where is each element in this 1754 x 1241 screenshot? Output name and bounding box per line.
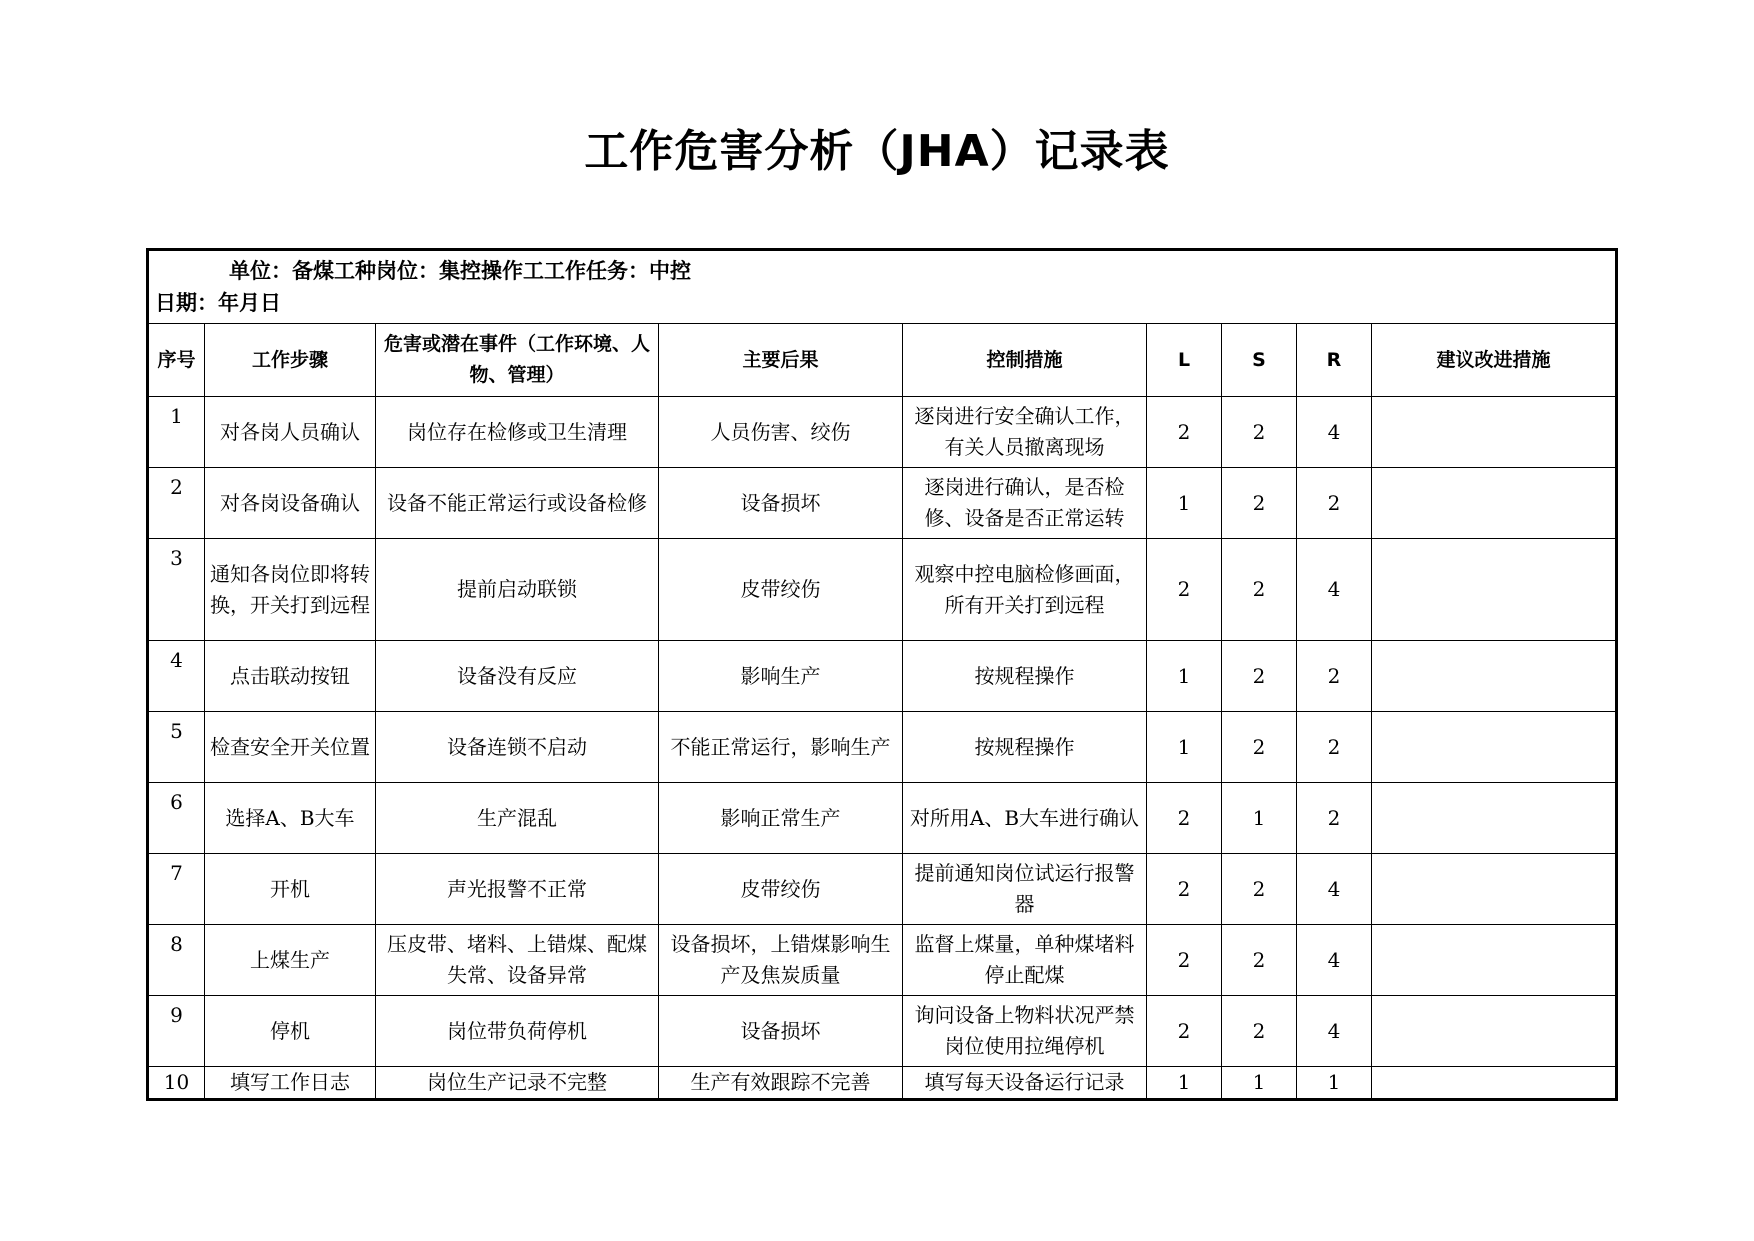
cell-step: 选择A、B大车 <box>205 783 376 854</box>
cell-control: 对所用A、B大车进行确认 <box>903 783 1147 854</box>
col-header-control: 控制措施 <box>903 324 1147 397</box>
cell-hazard: 岗位存在检修或卫生清理 <box>376 397 659 468</box>
table-row <box>148 641 1617 712</box>
cell-l: 1 <box>1147 1067 1222 1100</box>
column-header-row <box>148 324 1617 397</box>
cell-r: 4 <box>1297 996 1372 1067</box>
cell-control: 询问设备上物料状况严禁岗位使用拉绳停机 <box>903 996 1147 1067</box>
cell-control: 按规程操作 <box>903 712 1147 783</box>
cell-improvement <box>1372 641 1617 712</box>
col-header-seq: 序号 <box>148 324 205 397</box>
cell-seq: 9 <box>148 996 205 1067</box>
cell-seq: 5 <box>148 712 205 783</box>
cell-hazard: 提前启动联锁 <box>376 539 659 641</box>
cell-improvement <box>1372 996 1617 1067</box>
cell-hazard: 设备不能正常运行或设备检修 <box>376 468 659 539</box>
header-info-cell <box>148 250 1617 324</box>
cell-seq: 6 <box>148 783 205 854</box>
cell-hazard: 设备连锁不启动 <box>376 712 659 783</box>
cell-l: 2 <box>1147 783 1222 854</box>
cell-control: 填写每天设备运行记录 <box>903 1067 1147 1100</box>
table-row <box>148 783 1617 854</box>
col-header-s: S <box>1222 324 1297 397</box>
cell-consequence: 人员伤害、绞伤 <box>659 397 903 468</box>
cell-improvement <box>1372 539 1617 641</box>
cell-consequence: 设备损坏 <box>659 468 903 539</box>
unit-position-task-line: 单位：备煤工种岗位：集控操作工工作任务：中控 <box>229 259 691 283</box>
date-line: 日期：年月日 <box>155 291 281 315</box>
cell-consequence: 不能正常运行，影响生产 <box>659 712 903 783</box>
cell-seq: 3 <box>148 539 205 641</box>
cell-control: 监督上煤量，单种煤堵料停止配煤 <box>903 925 1147 996</box>
cell-control: 观察中控电脑检修画面，所有开关打到远程 <box>903 539 1147 641</box>
cell-seq: 2 <box>148 468 205 539</box>
cell-hazard: 设备没有反应 <box>376 641 659 712</box>
cell-l: 2 <box>1147 539 1222 641</box>
col-header-hazard: 危害或潜在事件（工作环境、人物、管理） <box>376 324 659 397</box>
table-row <box>148 1067 1617 1100</box>
cell-hazard: 生产混乱 <box>376 783 659 854</box>
cell-consequence: 设备损坏，上错煤影响生产及焦炭质量 <box>659 925 903 996</box>
cell-control: 按规程操作 <box>903 641 1147 712</box>
header-info-row <box>148 250 1617 324</box>
cell-l: 2 <box>1147 996 1222 1067</box>
cell-seq: 10 <box>148 1067 205 1100</box>
cell-l: 2 <box>1147 925 1222 996</box>
cell-improvement <box>1372 854 1617 925</box>
cell-r: 2 <box>1297 468 1372 539</box>
cell-r: 2 <box>1297 712 1372 783</box>
cell-improvement <box>1372 397 1617 468</box>
cell-l: 1 <box>1147 641 1222 712</box>
cell-seq: 8 <box>148 925 205 996</box>
table-row <box>148 996 1617 1067</box>
cell-consequence: 皮带绞伤 <box>659 854 903 925</box>
cell-s: 2 <box>1222 712 1297 783</box>
cell-improvement <box>1372 925 1617 996</box>
cell-step: 停机 <box>205 996 376 1067</box>
table-row <box>148 468 1617 539</box>
cell-r: 4 <box>1297 925 1372 996</box>
cell-step: 通知各岗位即将转换，开关打到远程 <box>205 539 376 641</box>
cell-seq: 1 <box>148 397 205 468</box>
cell-s: 2 <box>1222 397 1297 468</box>
cell-hazard: 岗位带负荷停机 <box>376 996 659 1067</box>
cell-step: 对各岗设备确认 <box>205 468 376 539</box>
cell-control: 逐岗进行安全确认工作，有关人员撤离现场 <box>903 397 1147 468</box>
col-header-step: 工作步骤 <box>205 324 376 397</box>
cell-consequence: 影响生产 <box>659 641 903 712</box>
cell-hazard: 压皮带、堵料、上错煤、配煤失常、设备异常 <box>376 925 659 996</box>
cell-r: 1 <box>1297 1067 1372 1100</box>
cell-r: 2 <box>1297 783 1372 854</box>
cell-seq: 7 <box>148 854 205 925</box>
cell-r: 4 <box>1297 854 1372 925</box>
cell-s: 2 <box>1222 539 1297 641</box>
cell-l: 2 <box>1147 854 1222 925</box>
cell-improvement <box>1372 1067 1617 1100</box>
cell-hazard: 声光报警不正常 <box>376 854 659 925</box>
table-row <box>148 397 1617 468</box>
col-header-consequence: 主要后果 <box>659 324 903 397</box>
cell-control: 提前通知岗位试运行报警器 <box>903 854 1147 925</box>
cell-s: 2 <box>1222 641 1297 712</box>
cell-l: 2 <box>1147 397 1222 468</box>
cell-improvement <box>1372 468 1617 539</box>
cell-s: 1 <box>1222 1067 1297 1100</box>
cell-l: 1 <box>1147 468 1222 539</box>
table-row <box>148 925 1617 996</box>
cell-r: 4 <box>1297 397 1372 468</box>
table-row <box>148 539 1617 641</box>
cell-r: 4 <box>1297 539 1372 641</box>
cell-consequence: 设备损坏 <box>659 996 903 1067</box>
cell-l: 1 <box>1147 712 1222 783</box>
cell-step: 填写工作日志 <box>205 1067 376 1100</box>
col-header-r: R <box>1297 324 1372 397</box>
cell-hazard: 岗位生产记录不完整 <box>376 1067 659 1100</box>
cell-s: 1 <box>1222 783 1297 854</box>
table-row <box>148 712 1617 783</box>
cell-step: 对各岗人员确认 <box>205 397 376 468</box>
cell-improvement <box>1372 783 1617 854</box>
col-header-improvement: 建议改进措施 <box>1372 324 1617 397</box>
document-title: 工作危害分析（JHA）记录表 <box>584 126 1170 177</box>
cell-s: 2 <box>1222 854 1297 925</box>
cell-consequence: 生产有效跟踪不完善 <box>659 1067 903 1100</box>
cell-improvement <box>1372 712 1617 783</box>
cell-step: 检查安全开关位置 <box>205 712 376 783</box>
cell-consequence: 皮带绞伤 <box>659 539 903 641</box>
cell-seq: 4 <box>148 641 205 712</box>
cell-step: 开机 <box>205 854 376 925</box>
cell-r: 2 <box>1297 641 1372 712</box>
cell-control: 逐岗进行确认，是否检修、设备是否正常运转 <box>903 468 1147 539</box>
table-row <box>148 854 1617 925</box>
cell-s: 2 <box>1222 925 1297 996</box>
cell-s: 2 <box>1222 996 1297 1067</box>
cell-s: 2 <box>1222 468 1297 539</box>
cell-step: 点击联动按钮 <box>205 641 376 712</box>
cell-consequence: 影响正常生产 <box>659 783 903 854</box>
col-header-l: L <box>1147 324 1222 397</box>
cell-step: 上煤生产 <box>205 925 376 996</box>
jha-record-table <box>146 248 1618 1101</box>
